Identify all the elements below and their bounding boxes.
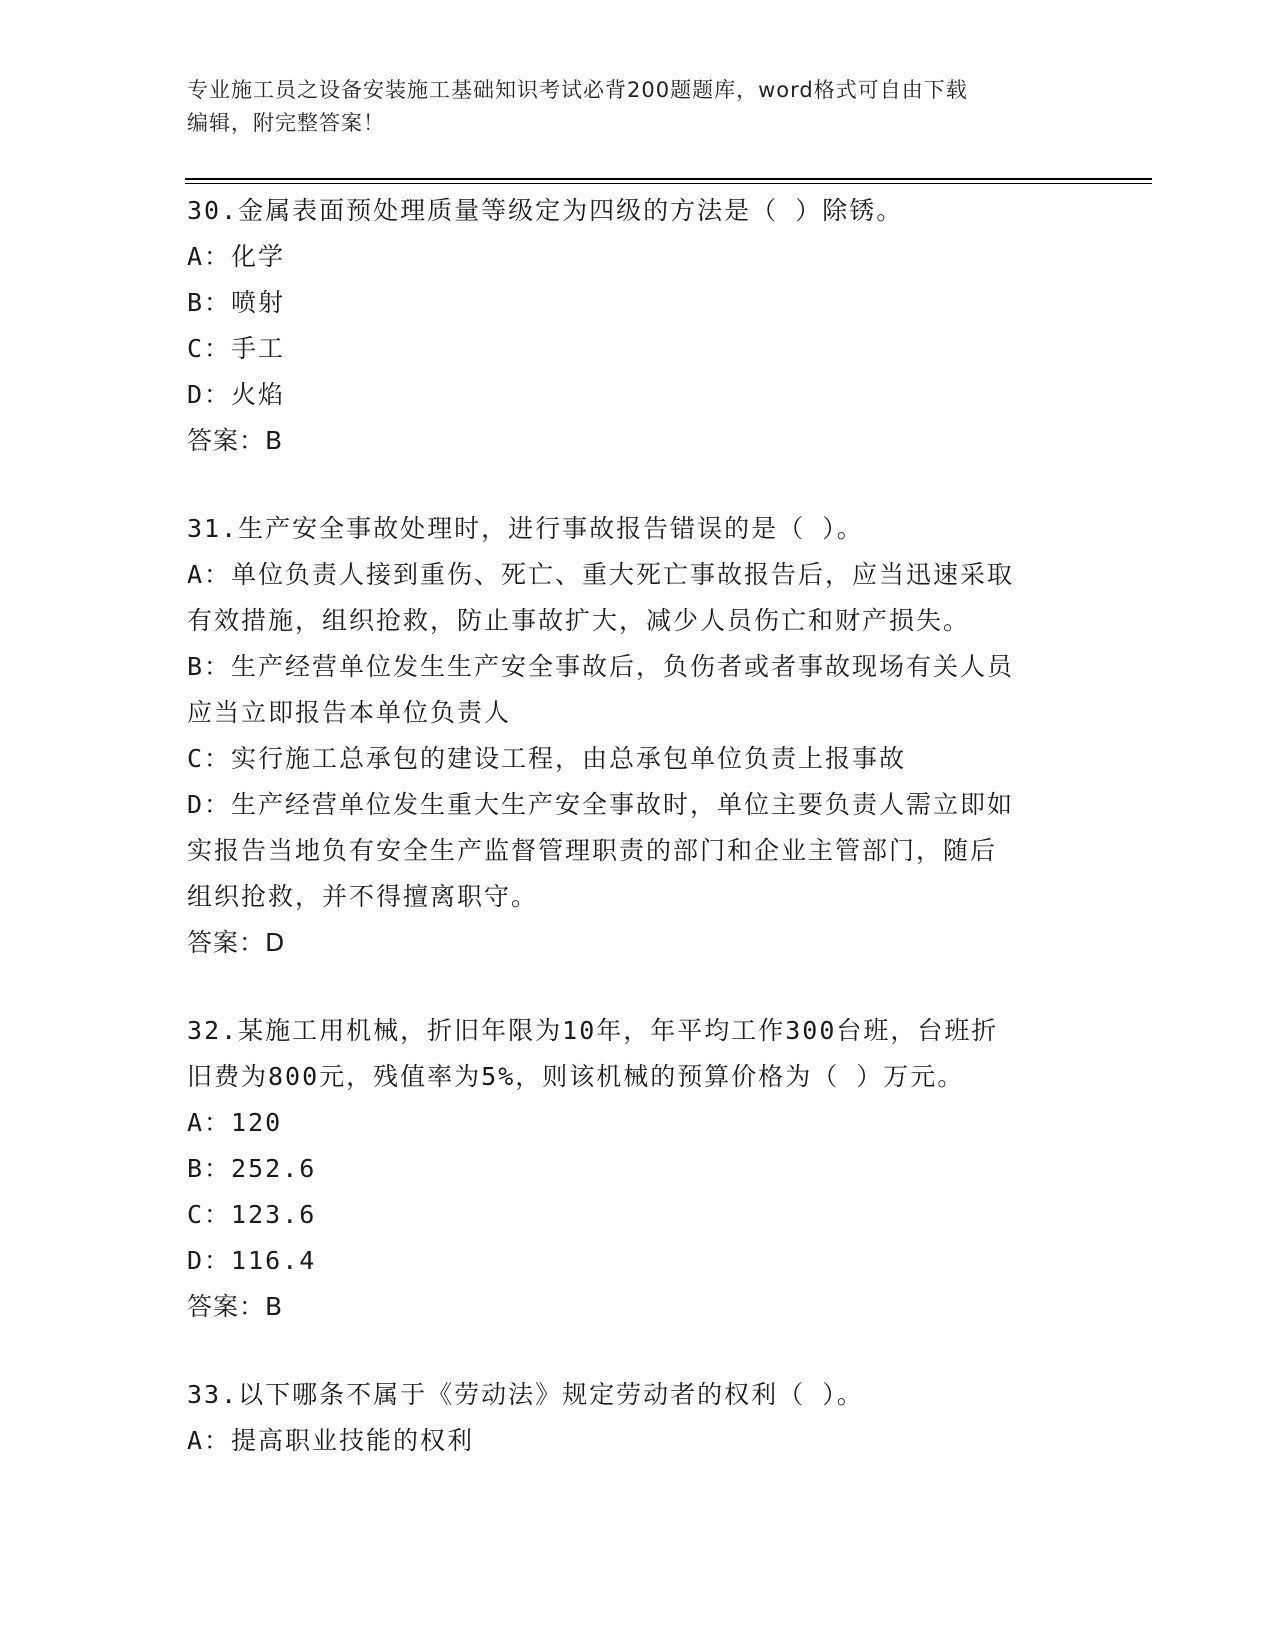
question-block — [187, 1372, 1087, 1464]
option-d: D：火焰 — [187, 380, 286, 409]
option-d-continued: 组织抢救，并不得擅离职守。 — [187, 882, 539, 911]
question-block — [187, 188, 1087, 464]
option-b: B：252.6 — [187, 1154, 317, 1183]
answer-line: 答案：B — [187, 426, 284, 455]
header-title-line-2: 编辑，附完整答案！ — [187, 111, 385, 135]
option-b: B：喷射 — [187, 288, 286, 317]
answer-line: 答案：D — [187, 928, 286, 957]
document-header — [187, 74, 1067, 140]
option-a: A：单位负责人接到重伤、死亡、重大死亡事故报告后，应当迅速采取 — [187, 560, 1015, 589]
option-c: C：手工 — [187, 334, 286, 363]
header-title-line-1: 专业施工员之设备安装施工基础知识考试必背200题题库，word格式可自由下载 — [187, 78, 968, 102]
question-stem: 33.以下哪条不属于《劳动法》规定劳动者的权利（ ）。 — [187, 1380, 864, 1409]
option-a: A：化学 — [187, 242, 286, 271]
option-a: A：120 — [187, 1108, 283, 1137]
option-a: A：提高职业技能的权利 — [187, 1426, 475, 1455]
question-list — [187, 188, 1087, 1464]
question-stem: 30.金属表面预处理质量等级定为四级的方法是（ ）除锈。 — [187, 196, 904, 225]
header-divider-thin — [185, 183, 1152, 184]
option-d-continued: 实报告当地负有安全生产监督管理职责的部门和企业主管部门，随后 — [187, 836, 998, 865]
question-block — [187, 506, 1087, 966]
answer-line: 答案：B — [187, 1292, 284, 1321]
option-c: C：123.6 — [187, 1200, 317, 1229]
option-a-continued: 有效措施，组织抢救，防止事故扩大，减少人员伤亡和财产损失。 — [187, 606, 971, 635]
option-b-continued: 应当立即报告本单位负责人 — [187, 698, 512, 727]
question-stem: 31.生产安全事故处理时，进行事故报告错误的是（ ）。 — [187, 514, 864, 543]
question-stem: 32.某施工用机械，折旧年限为10年，年平均工作300台班，台班折 — [187, 1016, 999, 1045]
option-b: B：生产经营单位发生生产安全事故后，负伤者或者事故现场有关人员 — [187, 652, 1015, 681]
option-c: C：实行施工总承包的建设工程，由总承包单位负责上报事故 — [187, 744, 907, 773]
header-divider-thick — [185, 178, 1152, 180]
question-block — [187, 1008, 1087, 1330]
option-d: D：生产经营单位发生重大生产安全事故时，单位主要负责人需立即如 — [187, 790, 1015, 819]
option-d: D：116.4 — [187, 1246, 317, 1275]
question-stem-continued: 旧费为800元，残值率为5%，则该机械的预算价格为（ ）万元。 — [187, 1062, 965, 1091]
